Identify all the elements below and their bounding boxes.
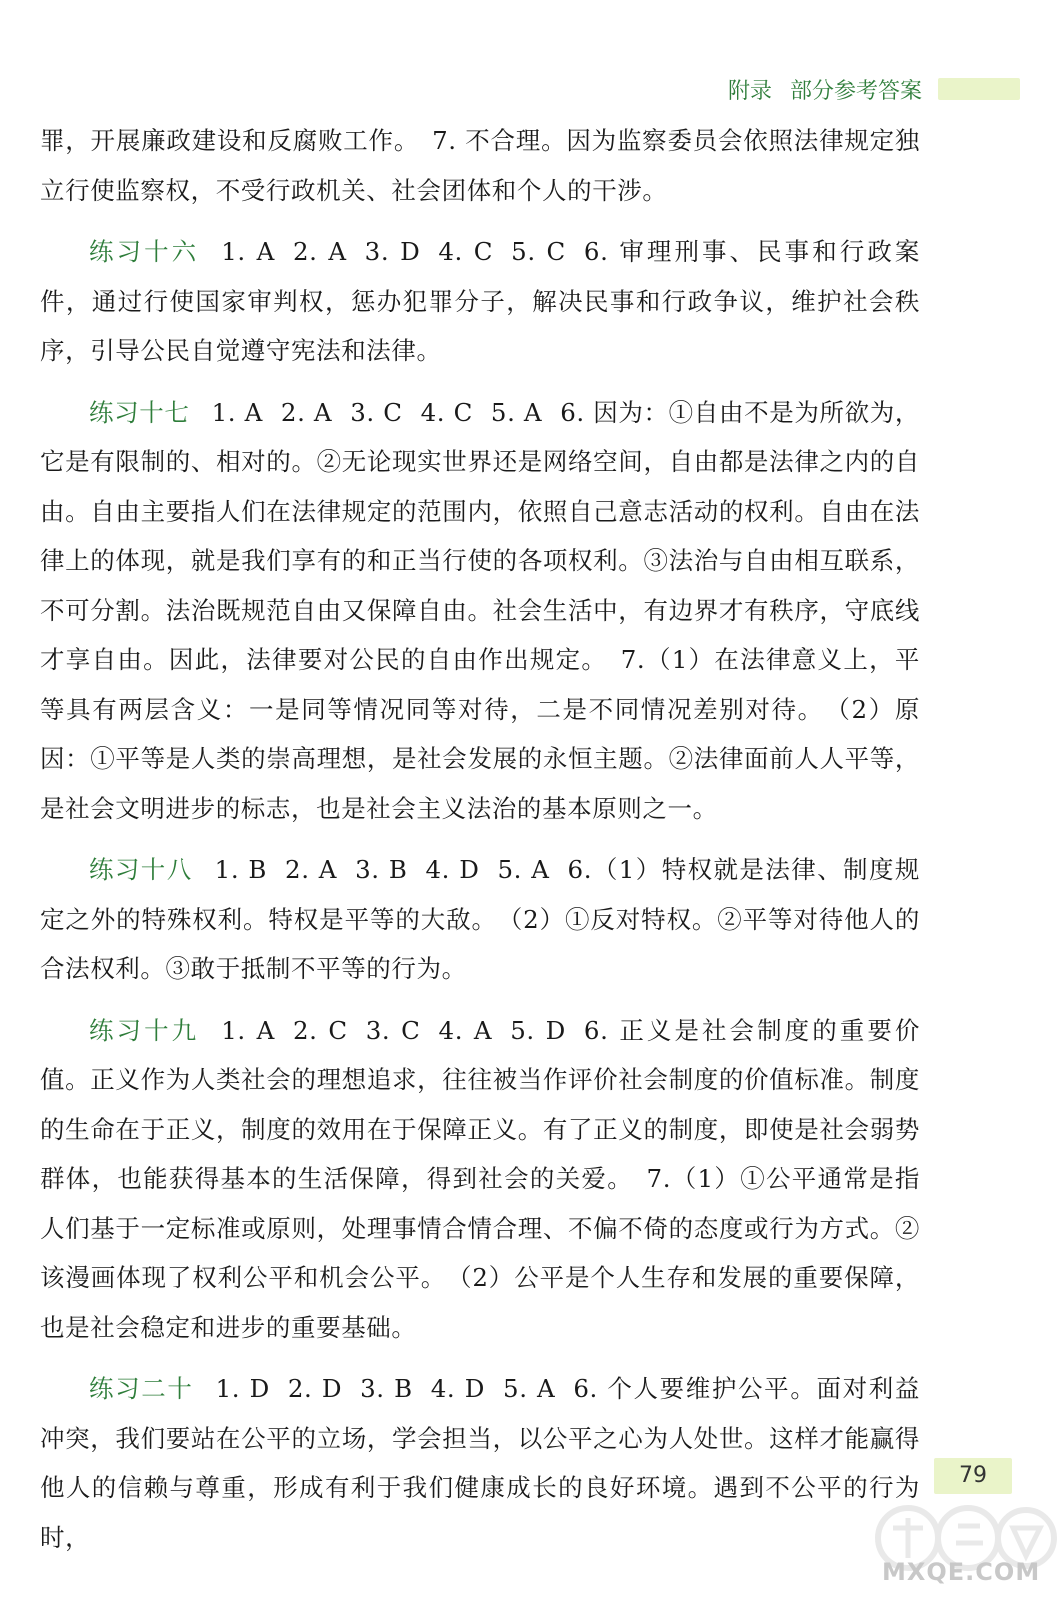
exercise-title: 练习十九 [89,1015,200,1045]
header-color-bar [938,78,1020,100]
choice-answer: 3. C [350,397,403,427]
answer-text: 6. 因为：①自由不是为所欲为，它是有限制的、相对的。②无论现实世界还是网络空间，自由都是法律之内的自由。自由主要指人们在法律规定的范围内，依照自己意志活动的权利。自由在法律上的体现，就是我们享有的和正当行使的各项权利。③法治与自由相互联系，不可分割。法治既规范自由又保障自由。社会生活中，有边界才有秩序，守底线才享自由。因此，法律要对公民的自由作出规定。 7.（1）在法律意义上，平等具有两层含义：一是同等情况同等对待，二是不同情况差别对待。 （2）原因：①平等是人类的崇高理想，是社会发展的永恒主题。②法律面前人人平等，是社会文明进步的标志，也是社会主义法治的基本原则之一。 [40,397,921,823]
choice-answer: 1. A [221,1015,275,1045]
exercise-title: 练习十六 [89,237,200,266]
exercise-19 [40,1006,920,1353]
running-head [728,74,922,105]
choice-answer: 1. A [221,237,275,266]
answer-content [40,116,920,1574]
choice-answer: 3. B [360,1374,413,1403]
choice-answer: 5. A [497,855,550,884]
section-title: 部分参考答案 [789,79,922,104]
exercise-17 [40,388,920,834]
choice-answer: 1. B [214,855,267,884]
exercise-16 [40,227,920,376]
choice-answer: 4. D [425,855,480,884]
choice-answer: 3. B [355,855,408,884]
choice-answer: 5. C [511,237,566,266]
answer-text: 6.（1）特权就是法律、制度规定之外的特殊权利。特权是平等的大敌。 （2）①反对特权。②平等对待他人的合法权利。③敢于抵制不平等的行为。 [40,855,920,983]
section-label: 附录 [727,79,772,104]
exercise-title: 练习二十 [89,1374,194,1403]
exercise-20 [40,1364,920,1562]
choice-answer: 2. A [285,855,338,884]
page-number: 79 [934,1458,1012,1494]
choice-answer: 4. A [438,1015,493,1045]
choice-answer: 5. D [510,1015,566,1045]
choice-answer: 2. A [292,237,347,266]
exercise-title: 练习十八 [89,855,193,884]
answer-text: 6. 审理刑事、民事和行政案件，通过行使国家审判权，惩办犯罪分子，解决民事和行政争议，维护社会秩序，引导公民自觉遵守宪法和法律。 [40,237,921,365]
choice-answer: 2. A [280,397,333,427]
choice-answer: 5. A [503,1374,556,1403]
choice-answer: 2. C [292,1015,348,1045]
choice-answer: 3. D [364,237,421,266]
page-header [0,70,1064,110]
choice-answer: 4. C [438,237,494,266]
answer-text: 6. 正义是社会制度的重要价值。正义作为人类社会的理想追求，往往被当作评价社会制度的价值标准。制度的生命在于正义，制度的效用在于保障正义。有了正义的制度，即使是社会弱势群体，也能获得基本的生活保障，得到社会的关爱。 7.（1）①公平通常是指人们基于一定标准或原则，处理事情合情合理、不偏不倚的态度或行为方式。②该漫画体现了权利公平和机会公平。 （2）公平是个人生存和发展的重要保障，也是社会稳定和进步的重要基础。 [40,1015,921,1342]
intro-paragraph: 罪，开展廉政建设和反腐败工作。 7. 不合理。因为监察委员会依照法律规定独立行使监察权，不受行政机关、社会团体和个人的干涉。 [40,126,920,205]
choice-answer: 5. A [490,397,543,427]
choice-answer: 4. C [420,397,473,427]
exercise-title: 练习十七 [89,397,190,427]
answer-text: 6. 个人要维护公平。面对利益冲突，我们要站在公平的立场，学会担当，以公平之心为人处世。这样才能赢得他人的信赖与尊重，形成有利于我们健康成长的良好环境。遇到不公平的行为时， [40,1374,921,1552]
exercise-18 [40,845,920,994]
watermark-text: MXQE.COM [882,1558,1041,1586]
choice-answer: 1. A [211,397,263,427]
choice-answer: 2. D [287,1374,343,1403]
choice-answer: 1. D [215,1374,270,1403]
choice-answer: 3. C [365,1015,421,1045]
choice-answer: 4. D [430,1374,485,1403]
